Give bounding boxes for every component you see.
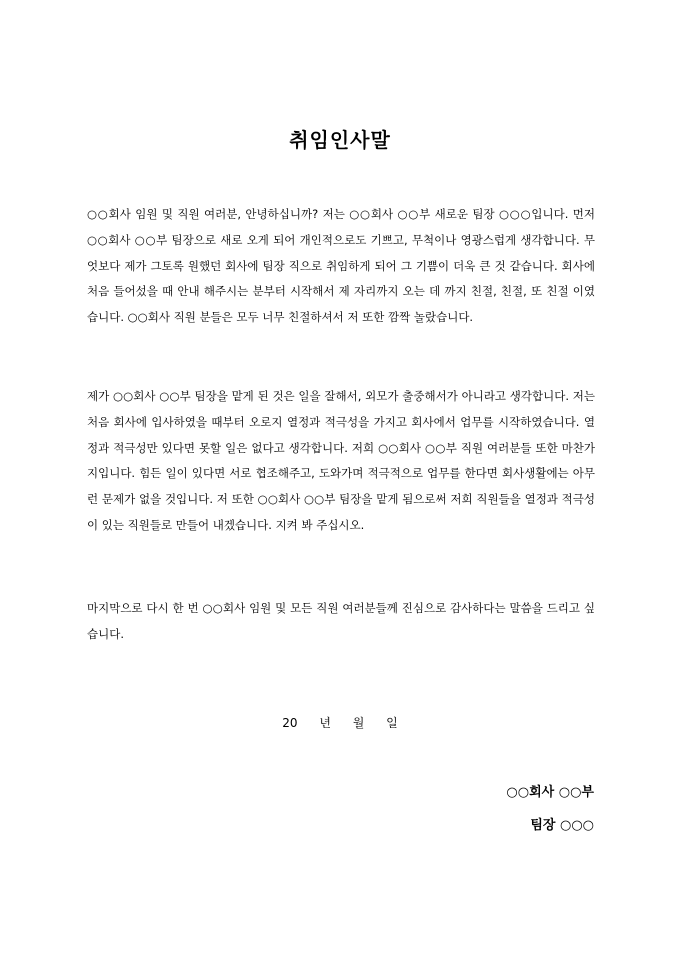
document-title: 취임인사말: [289, 128, 391, 152]
paragraph-greeting: ○○회사 임원 및 직원 여러분, 안녕하십니까? 저는 ○○회사 ○○부 새로운 팀장 ○○○입니다. 먼저 ○○회사 ○○부 팀장으로 새로 오게 되어 개인적으로도 기쁘고, 무척이나 영광스럽게 생각합니다. 무엇보다 제가 그토록 원했던 회사에 팀장 직으로 취임하게 되어 그 기쁨이 더욱 큰 것 같습니다. 회사에 처음 들어섰을 때 안내 해주시는 분부터 시작해서 제 자리까지 오는 데 까지 친절, 친절, 또 친절 이였습니다. ○○회사 직원 분들은 모두 너무 친절하셔서 저 또한 깜짝 놀랐습니다.: [87, 207, 595, 325]
signature-name: 팀장 ○○○: [530, 818, 594, 833]
signature-company: ○○회사 ○○부: [506, 785, 594, 800]
paragraph-commitment: 제가 ○○회사 ○○부 팀장을 맡게 된 것은 일을 잘해서, 외모가 출중해서가 아니라고 생각합니다. 저는 처음 회사에 입사하였을 때부터 오로지 열정과 적극성을 가지고 회사에서 업무를 시작하였습니다. 열정과 적극성만 있다면 못할 일은 없다고 생각합니다. 저희 ○○회사 ○○부 직원 여러분들 또한 마찬가지입니다. 힘든 일이 있다면 서로 협조해주고, 도와가며 적극적으로 업무를 한다면 회사생활에는 아무런 문제가 없을 것입니다. 저 또한 ○○회사 ○○부 팀장을 맡게 됨으로써 저희 직원들을 열정과 적극성이 있는 직원들로 만들어 내겠습니다. 지켜 봐 주십시오.: [87, 389, 595, 532]
paragraph-closing: 마지막으로 다시 한 번 ○○회사 임원 및 모든 직원 여러분들께 진심으로 감사하다는 말씀을 드리고 싶습니다.: [87, 601, 595, 641]
document-date: 20 년 월 일: [282, 716, 398, 730]
